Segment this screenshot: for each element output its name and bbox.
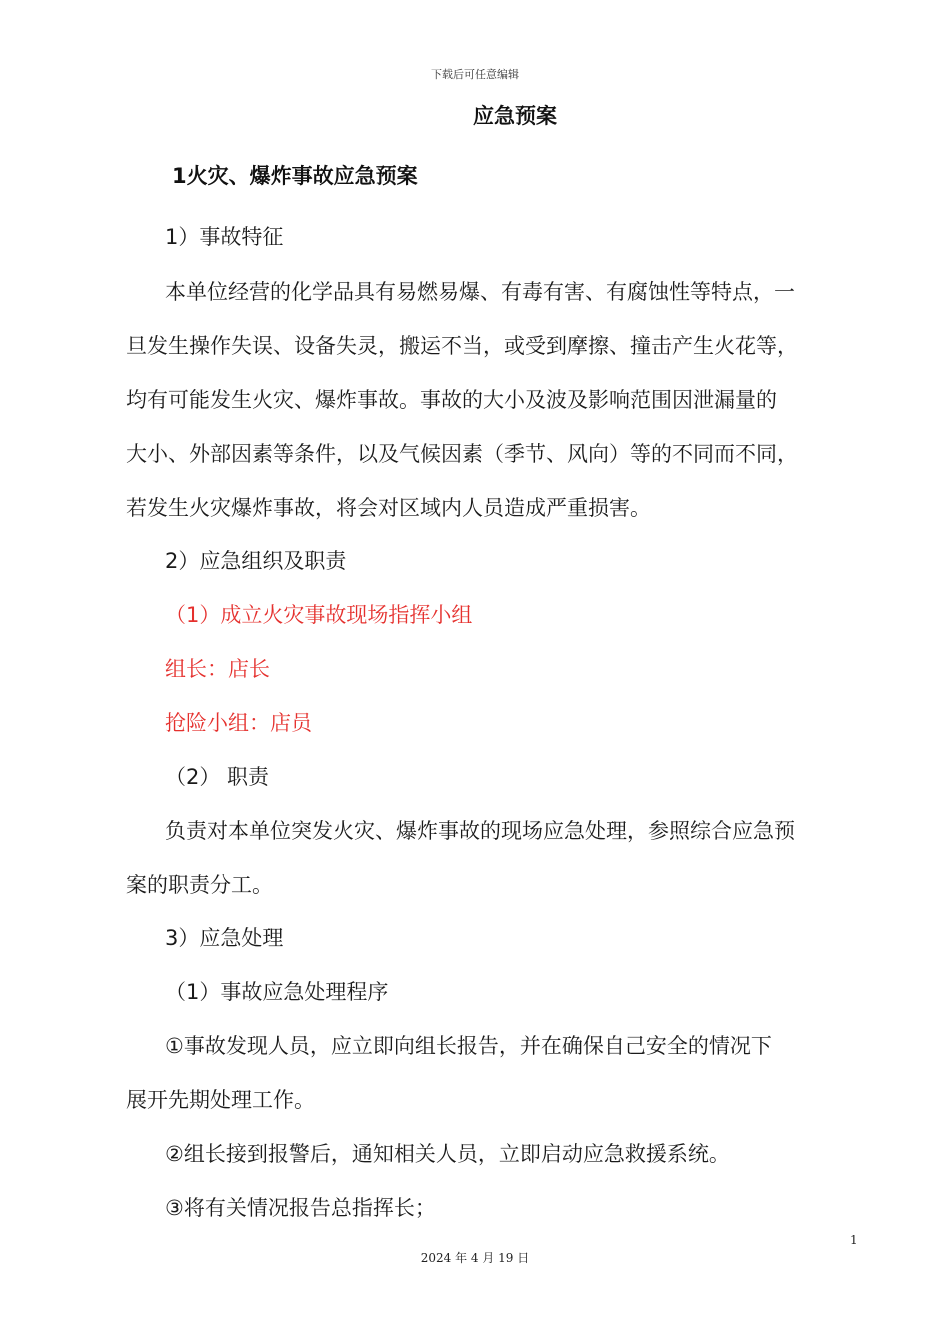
page-header: 下载后可任意编辑 (431, 68, 519, 81)
paragraph-line: 若发生火灾爆炸事故，将会对区域内人员造成严重损害。 (126, 496, 651, 520)
paragraph-line: 旦发生操作失误、设备失灵，搬运不当，或受到摩擦、撞击产生火花等， (126, 334, 798, 358)
list-item-step-3: ③将有关情况报告总指挥长； (165, 1196, 436, 1220)
subheading-emergency-handling: 3）应急处理 (165, 926, 284, 950)
page-footer-date: 2024 年 4 月 19 日 (420, 1251, 530, 1265)
list-item-step-1-continued: 展开先期处理工作。 (126, 1088, 315, 1112)
section-heading: 1火灾、爆炸事故应急预案 (172, 164, 418, 188)
list-item-step-1: ①事故发现人员，应立即向组长报告，并在确保自己安全的情况下 (165, 1034, 772, 1058)
page-number: 1 (850, 1233, 858, 1247)
subheading-handling-procedure: （1）事故应急处理程序 (165, 980, 389, 1004)
subheading-accident-features: 1）事故特征 (165, 225, 284, 249)
highlight-line-group-leader: 组长：店长 (165, 657, 270, 681)
paragraph-line: 案的职责分工。 (126, 873, 273, 897)
paragraph-line: 本单位经营的化学品具有易燃易爆、有毒有害、有腐蚀性等特点，一 (165, 280, 795, 304)
paragraph-line: 大小、外部因素等条件，以及气候因素（季节、风向）等的不同而不同， (126, 442, 798, 466)
paragraph-line: 负责对本单位突发火灾、爆炸事故的现场应急处理，参照综合应急预 (165, 819, 795, 843)
document-title: 应急预案 (473, 104, 557, 128)
highlight-line-rescue-team: 抢险小组：店员 (165, 711, 312, 735)
list-item-step-2: ②组长接到报警后，通知相关人员，立即启动应急救援系统。 (165, 1142, 730, 1166)
subheading-duties: （2） 职责 (165, 765, 270, 789)
subheading-emergency-organization: 2）应急组织及职责 (165, 549, 347, 573)
paragraph-line: 均有可能发生火灾、爆炸事故。事故的大小及波及影响范围因泄漏量的 (126, 388, 777, 412)
highlight-line-command-group: （1）成立火灾事故现场指挥小组 (165, 603, 473, 627)
